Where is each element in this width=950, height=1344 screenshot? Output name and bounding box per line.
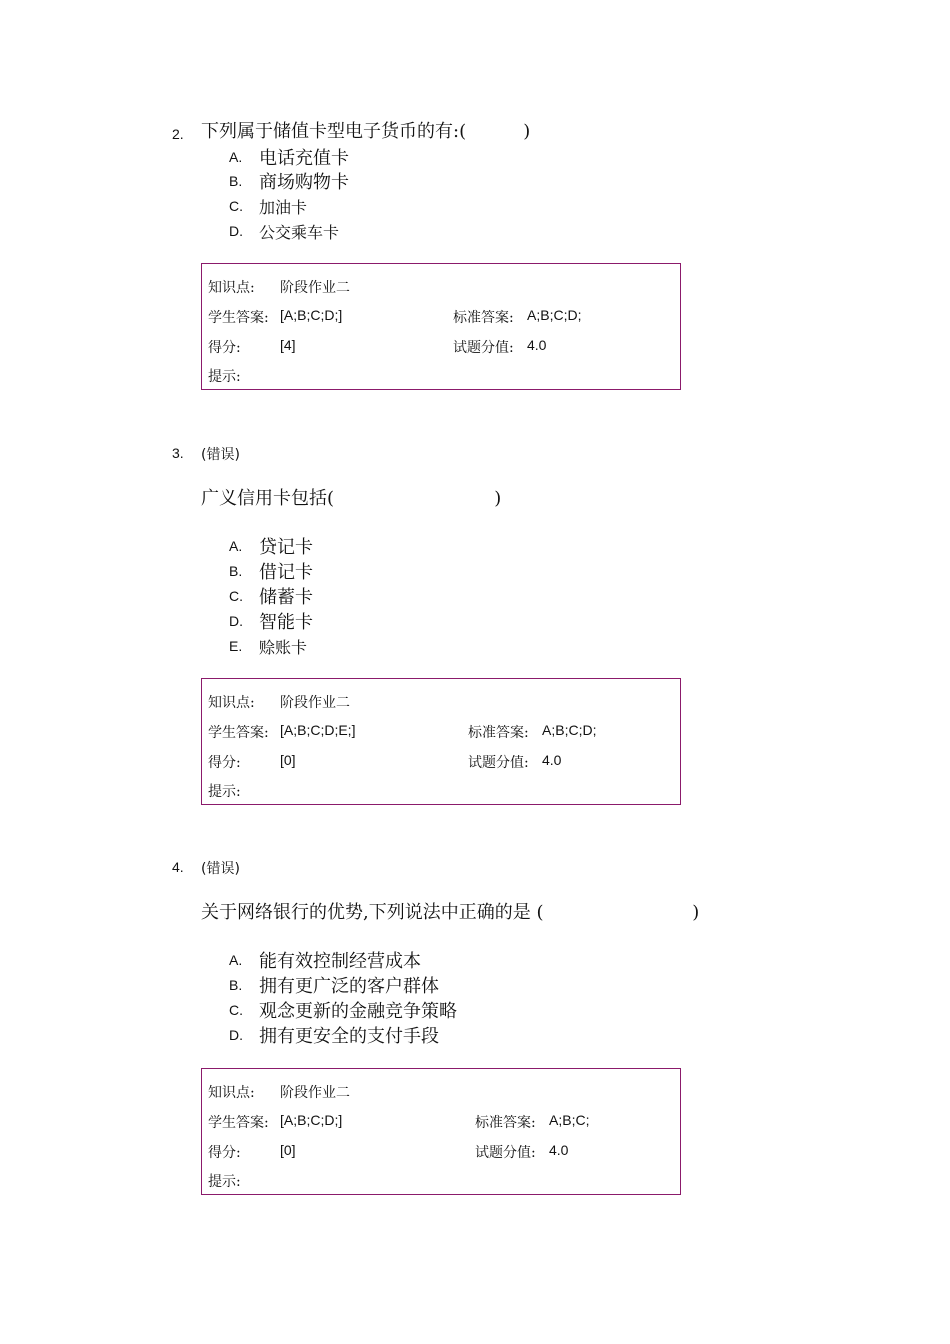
standard-answer-value: A;B;C; — [549, 1112, 590, 1128]
answer-info-box — [201, 678, 681, 805]
knowledge-value: 阶段作业二 — [280, 695, 350, 711]
question-number: 4. — [172, 859, 184, 875]
option-text: 拥有更广泛的客户群体 — [259, 976, 439, 997]
status-badge: (错误) — [201, 447, 240, 463]
option-letter: E. — [229, 638, 243, 654]
question-stem: 广义信用卡包括( ) — [201, 488, 502, 509]
option-text: 能有效控制经营成本 — [259, 951, 421, 972]
option-text: 观念更新的金融竞争策略 — [259, 1001, 457, 1022]
knowledge-label: 知识点: — [208, 695, 255, 711]
option-text: 商场购物卡 — [259, 172, 349, 193]
option-text: 储蓄卡 — [259, 587, 313, 608]
option-letter: A. — [229, 538, 243, 554]
student-answer-value: [A;B;C;D;E;] — [280, 722, 356, 738]
option-letter: A. — [229, 149, 243, 165]
option-text: 贷记卡 — [259, 537, 313, 558]
knowledge-value: 阶段作业二 — [280, 280, 350, 296]
student-answer-label: 学生答案: — [208, 310, 269, 326]
option-text: 智能卡 — [259, 612, 313, 633]
student-answer-value: [A;B;C;D;] — [280, 307, 343, 323]
knowledge-label: 知识点: — [208, 1085, 255, 1101]
option-text: 公交乘车卡 — [259, 223, 340, 242]
option-letter: C. — [229, 588, 243, 604]
point-value: 4.0 — [549, 1142, 569, 1158]
status-badge: (错误) — [201, 861, 240, 877]
score-value: [0] — [280, 1142, 296, 1158]
point-label: 试题分值: — [453, 340, 514, 356]
answer-info-box — [201, 1068, 681, 1195]
student-answer-label: 学生答案: — [208, 725, 269, 741]
point-value: 4.0 — [542, 752, 562, 768]
question-number: 2. — [172, 126, 184, 142]
option-text: 电话充值卡 — [259, 148, 349, 169]
option-letter: C. — [229, 1002, 243, 1018]
hint-label: 提示: — [208, 1174, 241, 1190]
question-stem: 关于网络银行的优势,下列说法中正确的是 ( ) — [201, 902, 700, 923]
option-letter: D. — [229, 1027, 243, 1043]
answer-info-box — [201, 263, 681, 390]
score-label: 得分: — [208, 340, 241, 356]
option-letter: D. — [229, 613, 243, 629]
hint-label: 提示: — [208, 784, 241, 800]
standard-answer-label: 标准答案: — [475, 1115, 536, 1131]
hint-label: 提示: — [208, 369, 241, 385]
point-value: 4.0 — [527, 337, 547, 353]
score-value: [4] — [280, 337, 296, 353]
option-letter: D. — [229, 223, 243, 239]
knowledge-value: 阶段作业二 — [280, 1085, 350, 1101]
student-answer-value: [A;B;C;D;] — [280, 1112, 343, 1128]
option-letter: B. — [229, 977, 243, 993]
option-text: 赊账卡 — [259, 638, 308, 657]
option-letter: A. — [229, 952, 243, 968]
point-label: 试题分值: — [475, 1145, 536, 1161]
standard-answer-value: A;B;C;D; — [542, 722, 597, 738]
point-label: 试题分值: — [468, 755, 529, 771]
standard-answer-label: 标准答案: — [468, 725, 529, 741]
standard-answer-label: 标准答案: — [453, 310, 514, 326]
option-text: 拥有更安全的支付手段 — [259, 1026, 439, 1047]
student-answer-label: 学生答案: — [208, 1115, 269, 1131]
option-text: 加油卡 — [259, 198, 308, 217]
option-letter: B. — [229, 563, 243, 579]
question-stem: 下列属于储值卡型电子货币的有:( ) — [201, 121, 531, 142]
question-number: 3. — [172, 445, 184, 461]
option-letter: C. — [229, 198, 243, 214]
score-value: [0] — [280, 752, 296, 768]
score-label: 得分: — [208, 1145, 241, 1161]
option-letter: B. — [229, 173, 243, 189]
knowledge-label: 知识点: — [208, 280, 255, 296]
score-label: 得分: — [208, 755, 241, 771]
option-text: 借记卡 — [259, 562, 313, 583]
standard-answer-value: A;B;C;D; — [527, 307, 582, 323]
